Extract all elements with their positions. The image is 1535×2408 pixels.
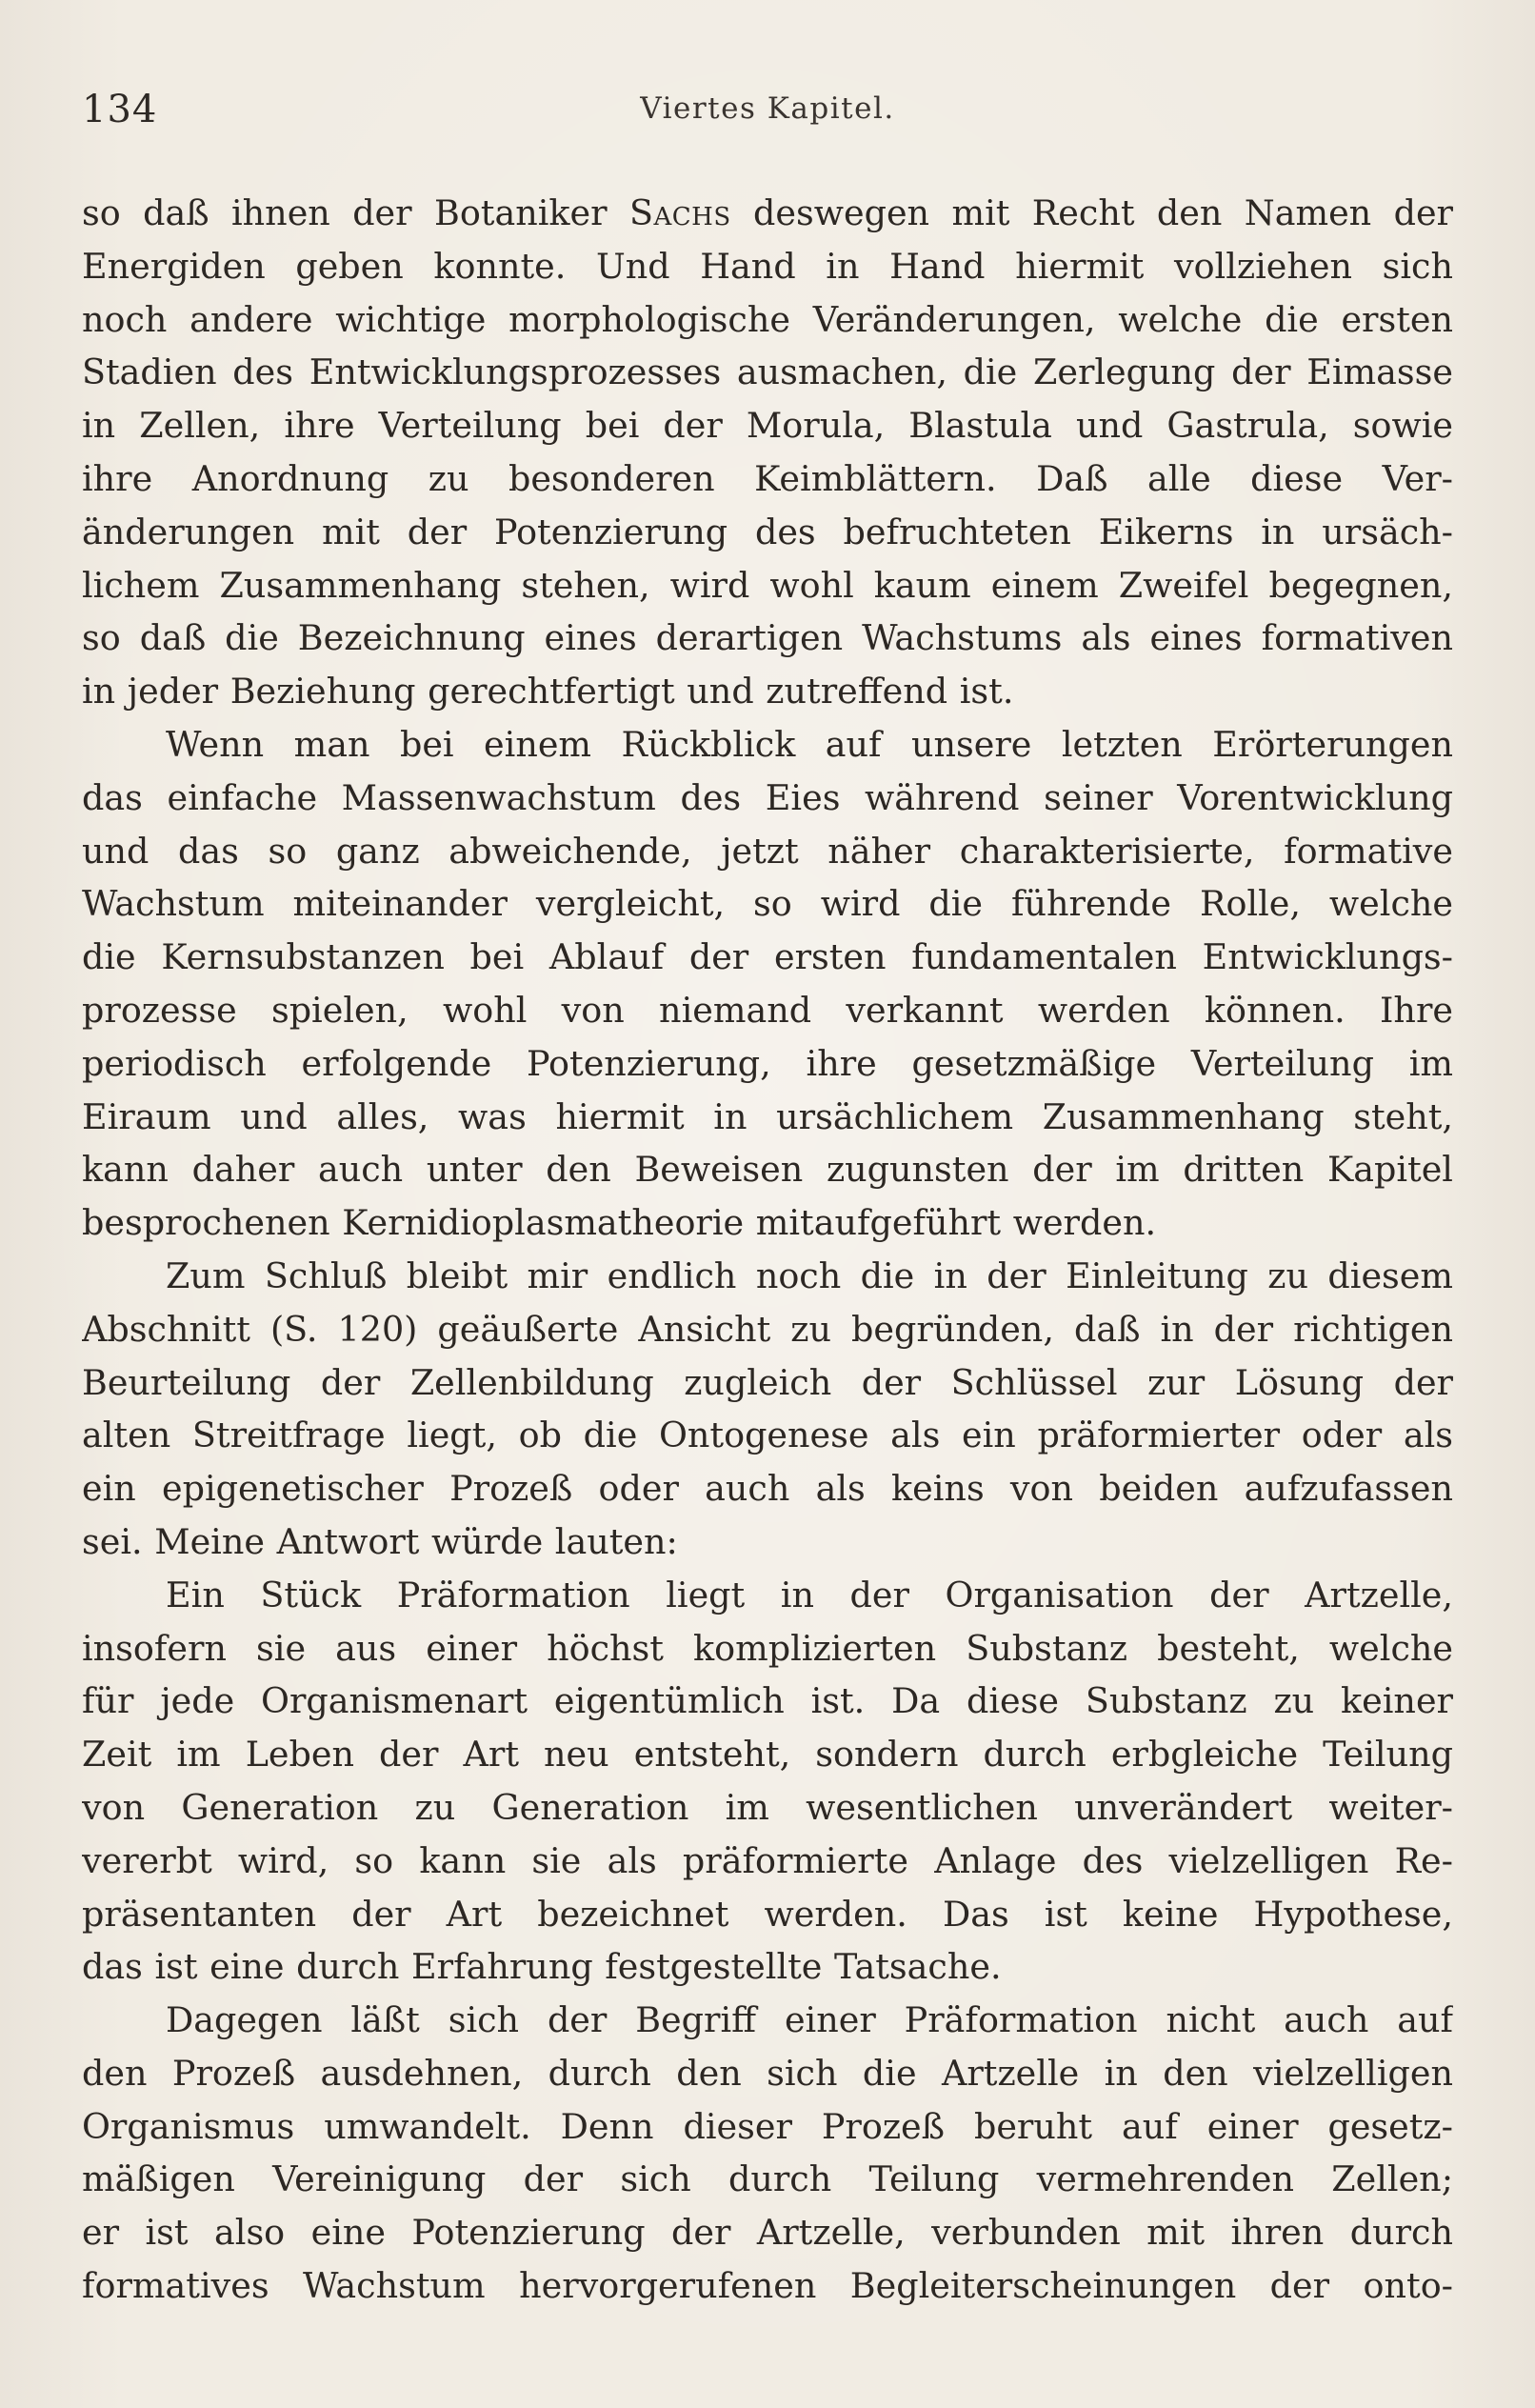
text-line: Zeit im Leben der Art neu entsteht, sondern durch erbgleiche Teilung bbox=[82, 1734, 1453, 1776]
text-line: das einfache Massenwachstum des Eies während seiner Vorentwicklung bbox=[82, 776, 1453, 818]
text-line: mäßigen Vereinigung der sich durch Teilung vermehrenden Zellen; bbox=[82, 2158, 1453, 2200]
text-line: Stadien des Entwicklungsprozesses ausmachen, die Zerlegung der Eimasse bbox=[82, 351, 1453, 393]
text-line: noch andere wichtige morphologische Veränderungen, welche die ersten bbox=[82, 298, 1453, 340]
page-number: 134 bbox=[82, 88, 158, 131]
text-line: Organismus umwandelt. Denn dieser Prozeß beruht auf einer gesetz- bbox=[82, 2105, 1453, 2147]
text-line: Wachstum miteinander vergleicht, so wird die führende Rolle, welche bbox=[82, 883, 1453, 925]
text-line: änderungen mit der Potenzierung des befruchteten Eikerns in ursäch- bbox=[82, 511, 1453, 552]
text-line: in Zellen, ihre Verteilung bei der Morula, Blastula und Gastrula, sowie bbox=[82, 405, 1453, 447]
text-line: ein epigenetischer Prozeß oder auch als keins von beiden aufzufassen bbox=[82, 1468, 1453, 1510]
text-line: kann daher auch unter den Beweisen zugunsten der im dritten Kapitel bbox=[82, 1149, 1453, 1191]
text-line bbox=[82, 187, 1453, 240]
text-line: sei. Meine Antwort würde lauten: bbox=[82, 1520, 678, 1562]
text-line: den Prozeß ausdehnen, durch den sich die Artzelle in den vielzelligen bbox=[82, 2052, 1453, 2094]
text-line: die Kernsubstanzen bei Ablauf der ersten fundamentalen Entwicklungs- bbox=[82, 936, 1453, 978]
body-text bbox=[82, 187, 1453, 2313]
text-line: formatives Wachstum hervorgerufenen Begleiterscheinungen der onto- bbox=[82, 2265, 1453, 2307]
text-line: ihre Anordnung zu besonderen Keimblättern. Daß alle diese Ver- bbox=[82, 457, 1453, 499]
text-line: alten Streitfrage liegt, ob die Ontogenese als ein präformierter oder als bbox=[82, 1415, 1453, 1456]
chapter-title: Viertes Kapitel. bbox=[640, 91, 895, 126]
text-line: prozesse spielen, wohl von niemand verkannt werden können. Ihre bbox=[82, 989, 1453, 1031]
text-line: präsentanten der Art bezeichnet werden. Das ist keine Hypothese, bbox=[82, 1893, 1453, 1935]
text-line: lichem Zusammenhang stehen, wird wohl kaum einem Zweifel begegnen, bbox=[82, 564, 1453, 606]
text-line: insofern sie aus einer höchst komplizierten Substanz besteht, welche bbox=[82, 1627, 1453, 1669]
text-line: Wenn man bei einem Rückblick auf unsere letzten Erörterungen bbox=[166, 723, 1453, 765]
text-line: Ein Stück Präformation liegt in der Organisation der Artzelle, bbox=[166, 1574, 1453, 1615]
text-line: Zum Schluß bleibt mir endlich noch die in der Einleitung zu diesem bbox=[166, 1254, 1453, 1296]
text-line: von Generation zu Generation im wesentlichen unverändert weiter- bbox=[82, 1786, 1453, 1828]
text-segment: so daß ihnen der Botaniker bbox=[82, 192, 629, 233]
running-head bbox=[82, 88, 1453, 145]
text-line: Eiraum und alles, was hiermit in ursächlichem Zusammenhang steht, bbox=[82, 1095, 1453, 1137]
text-line: periodisch erfolgende Potenzierung, ihre gesetzmäßige Verteilung im bbox=[82, 1042, 1453, 1084]
author-name-small-caps: Sachs bbox=[628, 192, 731, 233]
text-line: er ist also eine Potenzierung der Artzelle, verbunden mit ihren durch bbox=[82, 2212, 1453, 2254]
text-line: besprochenen Kernidioplasmatheorie mitaufgeführt werden. bbox=[82, 1202, 1157, 1244]
text-line: Energiden geben konnte. Und Hand in Hand hiermit vollziehen sich bbox=[82, 245, 1453, 287]
text-line: für jede Organismenart eigentümlich ist. Da diese Substanz zu keiner bbox=[82, 1680, 1453, 1722]
text-line: vererbt wird, so kann sie als präformierte Anlage des vielzelligen Re- bbox=[82, 1839, 1453, 1881]
text-line: Beurteilung der Zellenbildung zugleich der Schlüssel zur Lösung der bbox=[82, 1361, 1453, 1403]
text-line: Dagegen läßt sich der Begriff einer Präformation nicht auch auf bbox=[166, 1999, 1453, 2041]
text-line: und das so ganz abweichende, jetzt näher charakterisierte, formative bbox=[82, 830, 1453, 872]
text-line: das ist eine durch Erfahrung festgestellte Tatsache. bbox=[82, 1946, 1002, 1988]
text-line: Abschnitt (S. 120) geäußerte Ansicht zu begründen, daß in der richtigen bbox=[82, 1308, 1453, 1350]
text-line: in jeder Beziehung gerechtfertigt und zutreffend ist. bbox=[82, 671, 1014, 712]
text-segment: deswegen mit Recht den Namen der bbox=[730, 192, 1453, 233]
text-line: so daß die Bezeichnung eines derartigen Wachstums als eines formativen bbox=[82, 617, 1453, 659]
